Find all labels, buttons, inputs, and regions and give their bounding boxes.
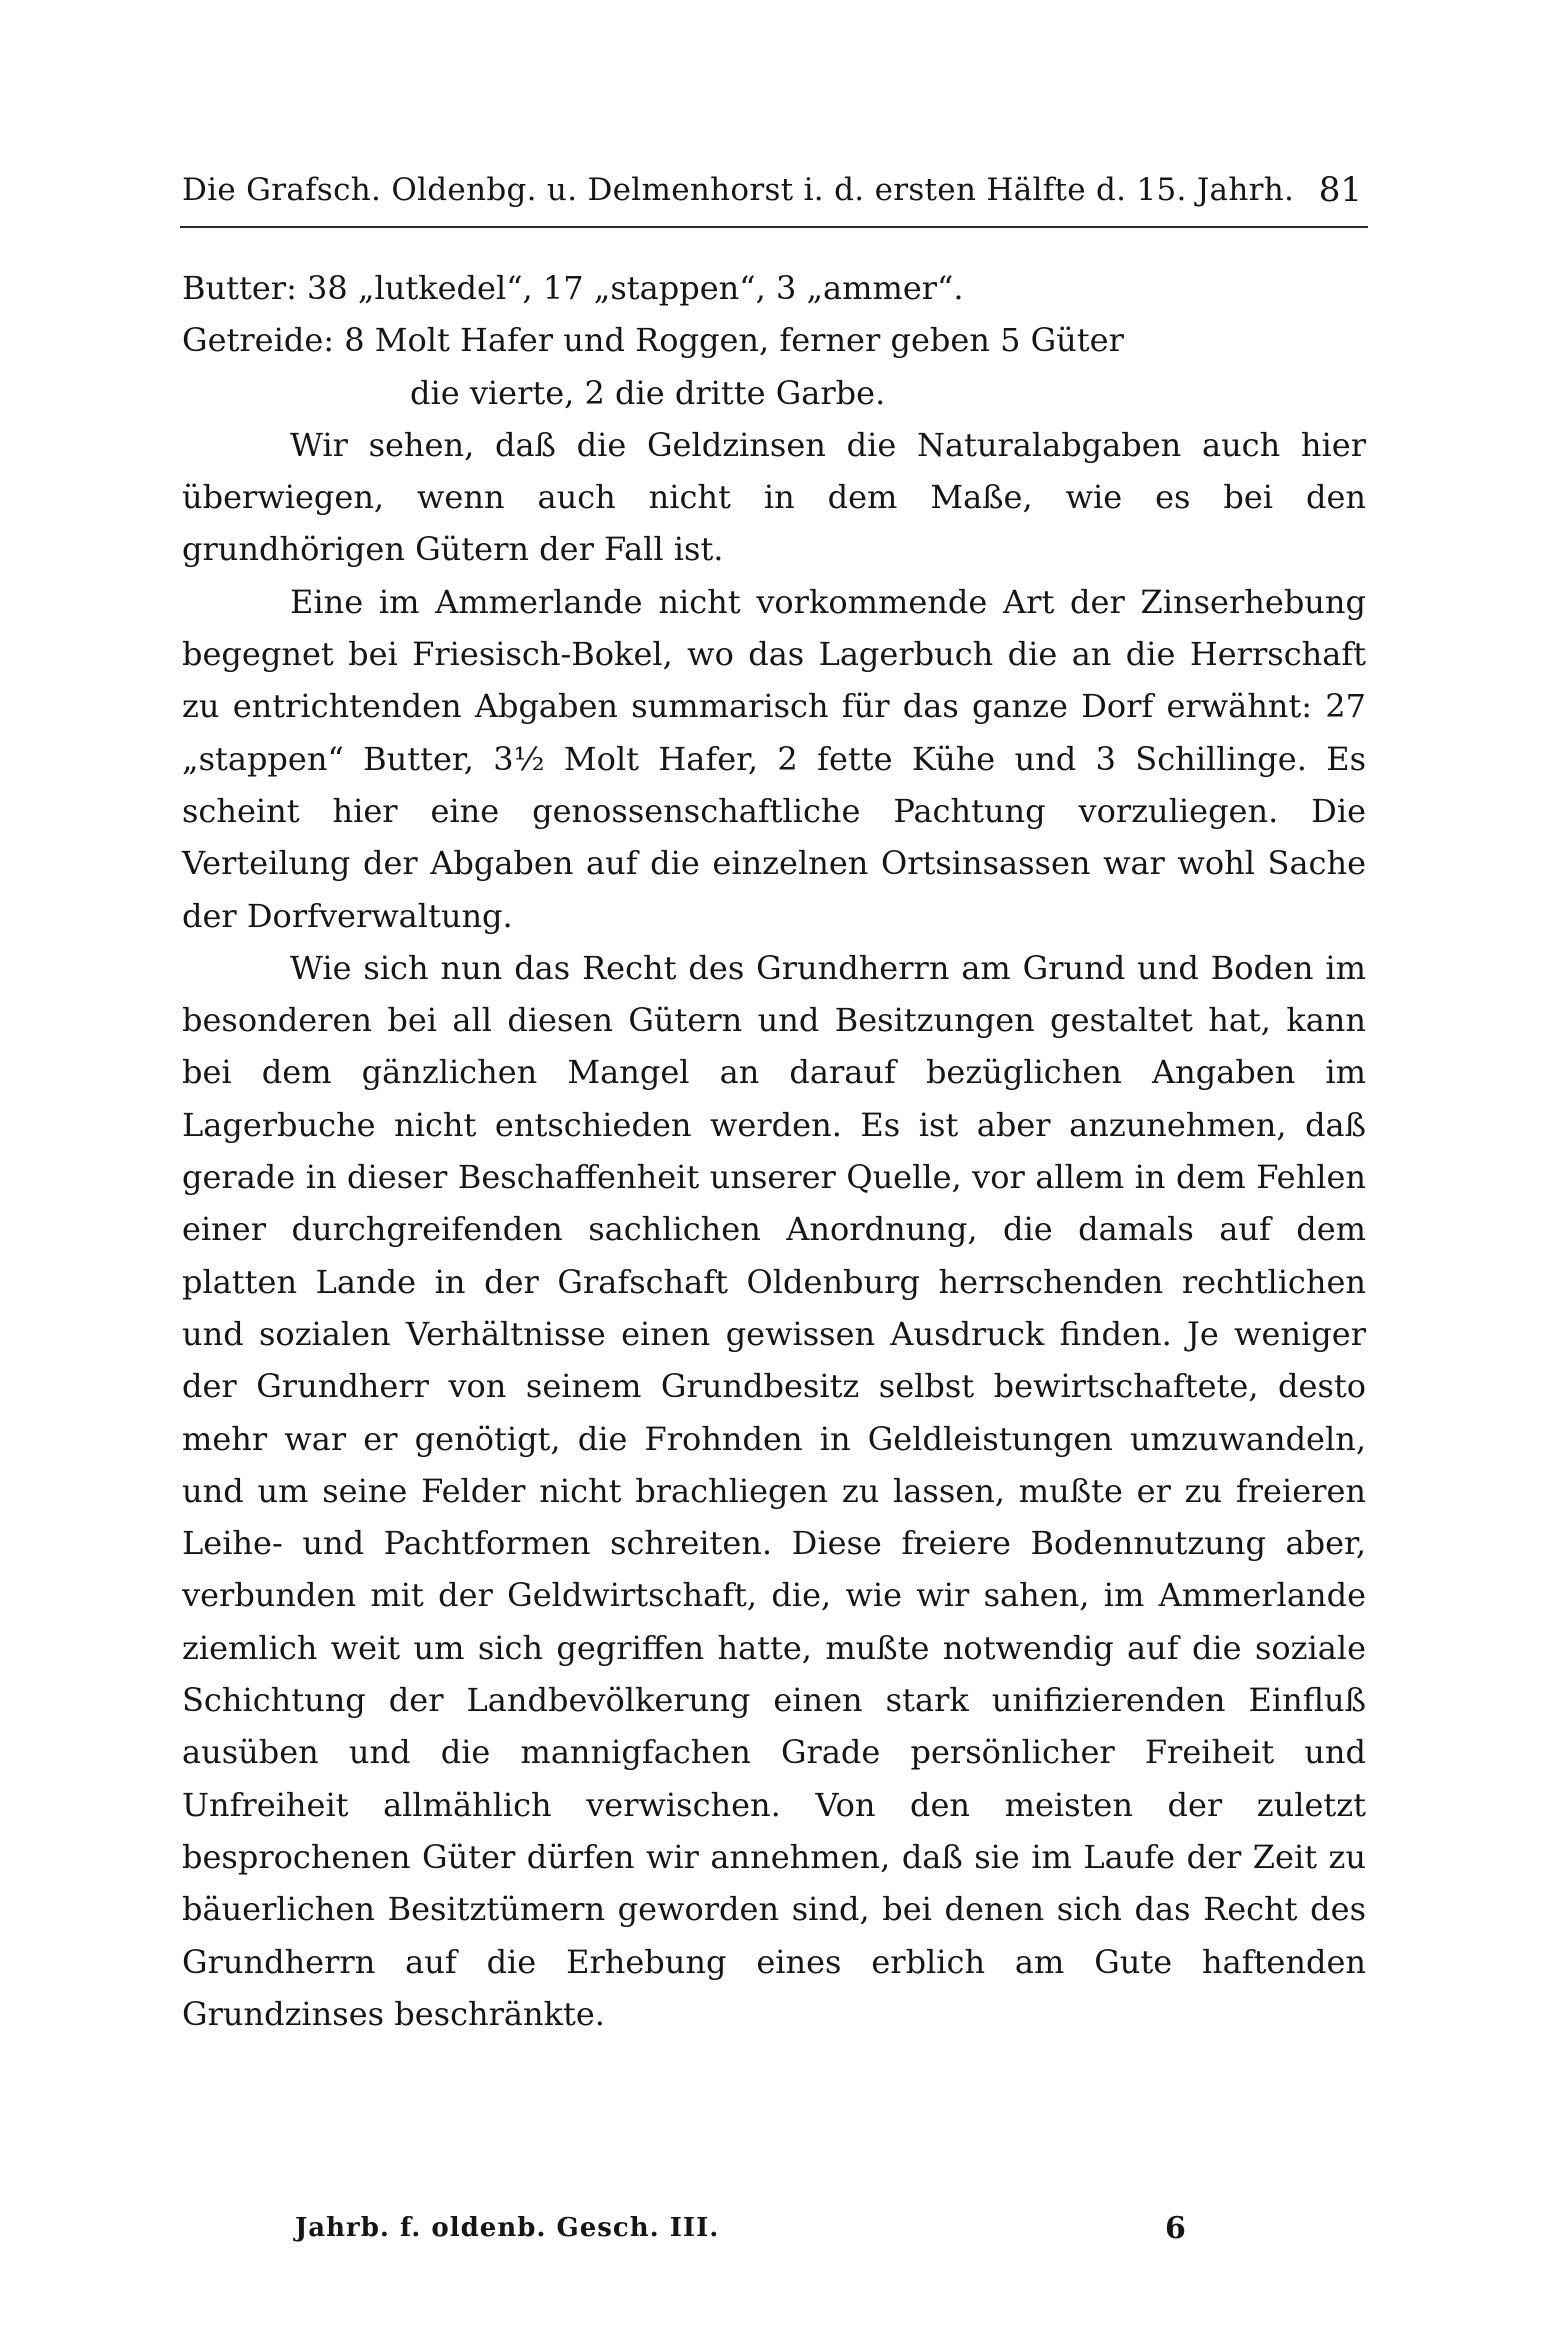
list-item-butter: Butter: 38 „lutkedel“, 17 „stappen“, 3 „ammer“. [182, 269, 964, 307]
header-rule [180, 226, 1368, 228]
running-title: Die Grafsch. Oldenbg. u. Delmenhorst i. d. ersten Hälfte d. 15. Jahrh. [182, 172, 1295, 208]
paragraph: Wie sich nun das Recht des Grundherrn am Grund und Boden im besonderen bei all diesen Gütern und Besitzungen gestaltet hat, kann bei dem gänzlichen Mangel an darauf bezüglichen Angaben im Lagerbuche nicht entschieden werden. Es ist aber anzunehmen, daß gerade in dieser Beschaffenheit unserer Quelle, vor allem in dem Fehlen einer durchgreifenden sachlichen Anordnung, die damals auf dem platten Lande in der Grafschaft Oldenburg herrschenden rechtlichen und sozialen Verhältnisse einen gewissen Ausdruck finden. Je weniger der Grundherr von seinem Grundbesitz selbst bewirtschaftete, desto mehr war er genötigt, die Frohnden in Geldleistungen umzuwandeln, und um seine Felder nicht brachliegen zu lassen, mußte er zu freieren Leihe- und Pachtformen schreiten. Diese freiere Bodennutzung aber, verbunden mit der Geldwirtschaft, die, wie wir sahen, im Ammerlande ziemlich weit um sich gegriffen hatte, mußte notwendig auf die soziale Schichtung der Landbevölkerung einen stark unifizierenden Einfluß ausüben und die mannigfachen Grade persönlicher Freiheit und Unfreiheit allmählich verwischen. Von den meisten der zuletzt besprochenen Güter dürfen wir annehmen, daß sie im Laufe der Zeit zu bäuerlichen Besitztümern geworden sind, bei denen sich das Recht des Grundherrn auf die Erhebung eines erblich am Gute haftenden Grundzinses beschränkte. [182, 948, 1366, 2033]
body-text [182, 262, 1366, 2040]
sheet-number: 6 [1165, 2211, 1186, 2246]
running-header [182, 168, 1368, 220]
page-number: 81 [1318, 170, 1362, 210]
paragraph: Eine im Ammerlande nicht vorkommende Art der Zinserhebung begegnet bei Friesisch-Bokel, wo das Lagerbuch die an die Herrschaft zu entrichtenden Abgaben summarisch für das ganze Dorf erwähnt: 27 „stappen“ Butter, 3½ Molt Hafer, 2 fette Kühe und 3 Schillinge. Es scheint hier eine genossenschaftliche Pachtung vorzuliegen. Die Verteilung der Abgaben auf die einzelnen Ortsinsassen war wohl Sache der Dorfverwaltung. [182, 582, 1366, 935]
list-item-getreide: Getreide: 8 Molt Hafer und Roggen, ferner geben 5 Güter [182, 321, 1124, 360]
sheet-signature [295, 2213, 1195, 2263]
signature-text: Jahrb. f. oldenb. Gesch. III. [295, 2213, 720, 2243]
list-item-getreide-continuation: die vierte, 2 die dritte Garbe. [410, 373, 886, 412]
paragraph: Wir sehen, daß die Geldzinsen die Naturalabgaben auch hier überwiegen, wenn auch nicht in dem Maße, wie es bei den grundhörigen Gütern der Fall ist. [182, 425, 1366, 569]
